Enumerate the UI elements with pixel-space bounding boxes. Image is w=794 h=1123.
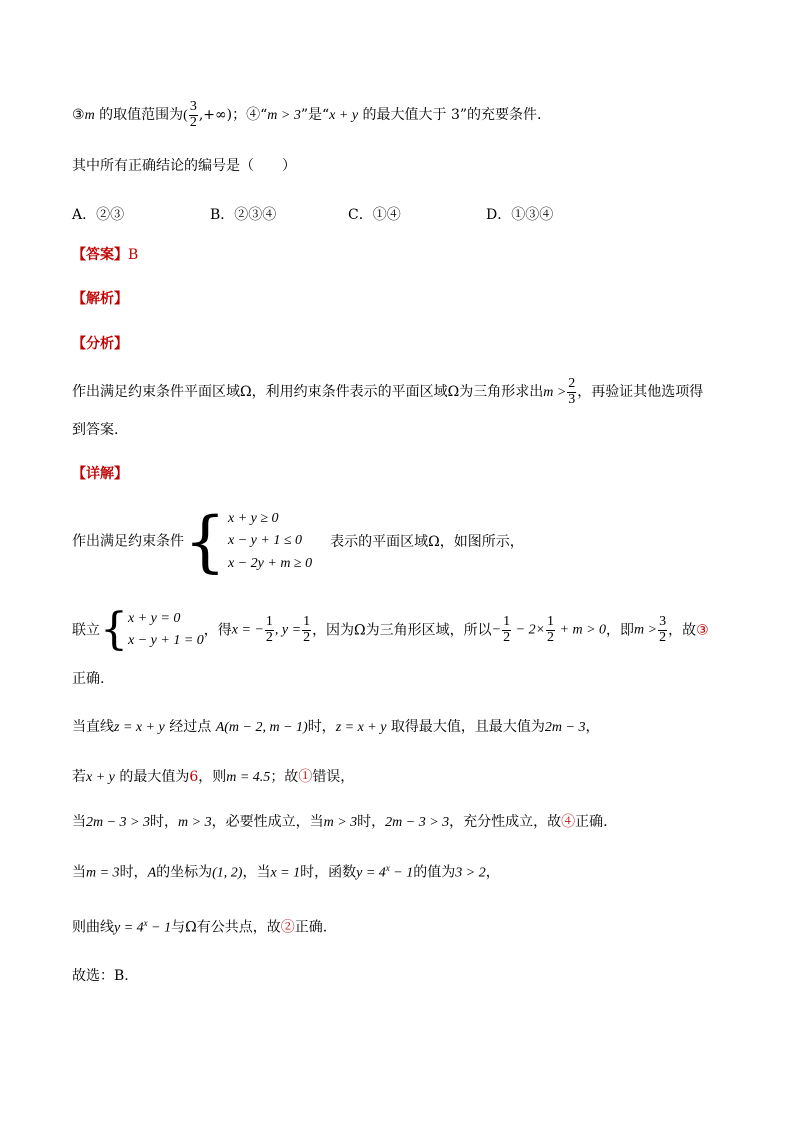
fraction-2-3: $\frac{2}{3}$ xyxy=(568,376,576,407)
question-statement xyxy=(72,100,541,130)
option-b[interactable]: B．②③④ xyxy=(210,207,277,223)
range-text: 的取值范围为 xyxy=(94,107,184,124)
option-c[interactable]: C．①④ xyxy=(348,207,401,223)
fenxi-paragraph-line1: 作出满足约束条件平面区域Ω，利用约束条件表示的平面区域Ω为三角形求出m > $\frac{2}{3}$ ，再验证其他选项得 xyxy=(72,376,704,407)
circled-three: ③ xyxy=(72,107,85,124)
detail-solve-cont: 正确. xyxy=(72,671,105,687)
line-m-equals-3: 当m = 3时，A的坐标为(1, 2)，当x = 1时，函数$y = 4^x - 1$的值为3 > 2， xyxy=(72,863,500,881)
answer-line xyxy=(72,248,138,262)
constraint-system: { x + y ≥ 0 x − y + 1 ≤ 0 x − 2y + m ≥ 0 xyxy=(184,502,313,580)
range-tail: ,+∞)；④“ xyxy=(198,107,268,124)
quote-mid: ”是“ xyxy=(300,107,330,124)
line-curve: 则曲线$y = 4^x - 1$与Ω有公共点，故②正确. xyxy=(72,918,328,936)
detail-label: 【详解】 xyxy=(72,466,128,482)
fenxi-paragraph-line2: 到答案. xyxy=(72,422,119,438)
fraction-3-2: $\frac{3}{2}$ xyxy=(189,99,197,130)
expr-x-plus-y: x + y xyxy=(329,108,359,124)
lparen: ( xyxy=(183,108,188,124)
option-a[interactable]: A．②③ xyxy=(72,207,125,223)
answer-value: B xyxy=(128,247,139,263)
analysis-label: 【解析】 xyxy=(72,291,128,307)
prompt-text: 其中所有正确结论的编号是（ ） xyxy=(72,158,296,174)
line-sufficiency: 当2m − 3 > 3时，m > 3，必要性成立，当m > 3时，2m − 3 > 3，充分性成立，故④正确. xyxy=(72,814,608,830)
cond-m-gt-3: m > 3 xyxy=(267,108,301,124)
equation-system: { x + y = 0 x − y + 1 = 0 xyxy=(100,604,204,656)
answer-label: 【答案】 xyxy=(72,247,128,263)
line-objective: 当直线z = x + y 经过点 A(m − 2, m − 1)时，z = x + y 取得最大值，且最大值为2m − 3， xyxy=(72,719,600,735)
line-max-six: 若x + y 的最大值为6，则m = 4.5；故①错误， xyxy=(72,769,355,785)
detail-solve: 联立 { x + y = 0 x − y + 1 = 0 ，得x = − $\frac{1}{2}$ , y = $\frac{1}{2}$ ，因为Ω为三角形区域，所以− $\frac{1}{2}$ − 2× $\frac{1}{2}$ + m > 0，即m > $\frac{3}{2}$ ，故③ xyxy=(72,604,709,656)
fenxi-label: 【分析】 xyxy=(72,336,128,352)
conclusion: 故选：B. xyxy=(72,968,129,984)
detail-constraints: 作出满足约束条件 { x + y ≥ 0 x − y + 1 ≤ 0 x − 2y + m ≥ 0 表示的平面区域Ω，如图所示， xyxy=(72,502,524,580)
question-tail: 的最大值大于 3”的充要条件. xyxy=(358,107,542,124)
option-d[interactable]: D．①③④ xyxy=(486,207,554,223)
var-m: m xyxy=(84,108,95,124)
